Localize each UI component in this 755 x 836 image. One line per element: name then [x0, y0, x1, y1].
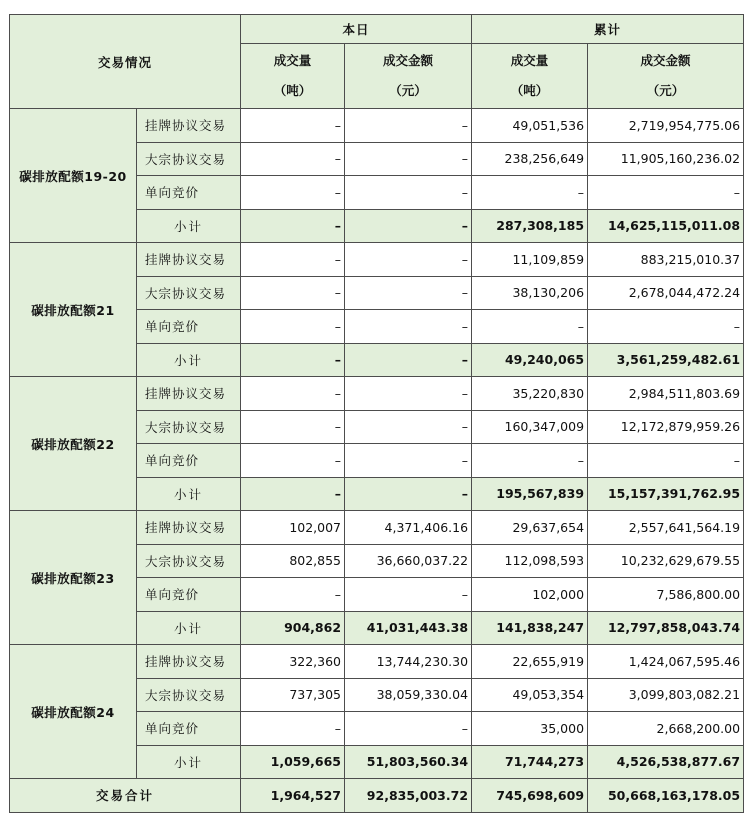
cell-ca: 15,157,391,762.95 — [588, 477, 744, 511]
cell-ta: – — [345, 243, 472, 277]
cell-ta: 38,059,330.04 — [345, 678, 472, 712]
group-name: 碳排放配额23 — [10, 511, 137, 645]
cell-ca: 883,215,010.37 — [588, 243, 744, 277]
cell-tv: – — [241, 477, 345, 511]
cell-ta: – — [345, 410, 472, 444]
cell-ca: 14,625,115,011.08 — [588, 209, 744, 243]
cell-tv: – — [241, 176, 345, 210]
trade-type-label: 大宗协议交易 — [137, 544, 241, 578]
cell-ca: 4,526,538,877.67 — [588, 745, 744, 779]
trade-type-label: 挂牌协议交易 — [137, 645, 241, 679]
cell-cv: – — [472, 176, 588, 210]
trade-type-label: 单向竞价 — [137, 176, 241, 210]
cell-ta: 51,803,560.34 — [345, 745, 472, 779]
cell-ca: 2,668,200.00 — [588, 712, 744, 746]
total-cell-tv: 1,964,527 — [241, 779, 345, 813]
total-cell-ta: 92,835,003.72 — [345, 779, 472, 813]
cell-ca: 10,232,629,679.55 — [588, 544, 744, 578]
cell-tv: – — [241, 276, 345, 310]
trade-type-label: 大宗协议交易 — [137, 142, 241, 176]
cell-tv: – — [241, 109, 345, 143]
cell-tv: – — [241, 377, 345, 411]
table-row — [10, 377, 744, 411]
trade-type-label: 大宗协议交易 — [137, 276, 241, 310]
cell-tv: 1,059,665 — [241, 745, 345, 779]
cell-ta: – — [345, 343, 472, 377]
header-cum-amount: 成交金额 （元） — [588, 44, 744, 109]
cell-ca: 2,719,954,775.06 — [588, 109, 744, 143]
header-today-volume: 成交量 （吨） — [241, 44, 345, 109]
cell-ca: – — [588, 176, 744, 210]
cell-ta: 13,744,230.30 — [345, 645, 472, 679]
cell-tv: – — [241, 410, 345, 444]
cell-ta: – — [345, 444, 472, 478]
total-row — [10, 779, 744, 813]
header-today-amount: 成交金额 （元） — [345, 44, 472, 109]
cell-cv: 160,347,009 — [472, 410, 588, 444]
cell-ca: 3,099,803,082.21 — [588, 678, 744, 712]
header-cumulative: 累计 — [472, 15, 744, 44]
group-name: 碳排放配额19-20 — [10, 109, 137, 243]
cell-cv: 29,637,654 — [472, 511, 588, 545]
carbon-trading-table — [9, 14, 744, 813]
cell-ca: 12,172,879,959.26 — [588, 410, 744, 444]
cell-ca: 12,797,858,043.74 — [588, 611, 744, 645]
cell-cv: 22,655,919 — [472, 645, 588, 679]
group-name: 碳排放配额22 — [10, 377, 137, 511]
subtotal-label: 小计 — [137, 611, 241, 645]
total-label: 交易合计 — [10, 779, 241, 813]
cell-ca: 2,678,044,472.24 — [588, 276, 744, 310]
cell-cv: – — [472, 310, 588, 344]
trade-type-label: 挂牌协议交易 — [137, 377, 241, 411]
cell-tv: – — [241, 343, 345, 377]
table-row — [10, 109, 744, 143]
trade-type-label: 挂牌协议交易 — [137, 511, 241, 545]
cell-cv: – — [472, 444, 588, 478]
cell-cv: 38,130,206 — [472, 276, 588, 310]
cell-tv: – — [241, 142, 345, 176]
cell-ta: – — [345, 578, 472, 612]
cell-ca: 11,905,160,236.02 — [588, 142, 744, 176]
cell-cv: 71,744,273 — [472, 745, 588, 779]
subtotal-label: 小计 — [137, 209, 241, 243]
cell-ta: 36,660,037.22 — [345, 544, 472, 578]
cell-tv: – — [241, 243, 345, 277]
cell-tv: 802,855 — [241, 544, 345, 578]
trade-type-label: 单向竞价 — [137, 444, 241, 478]
cell-cv: 49,051,536 — [472, 109, 588, 143]
trade-type-label: 单向竞价 — [137, 310, 241, 344]
header-trade-info: 交易情况 — [10, 15, 241, 109]
trade-type-label: 挂牌协议交易 — [137, 243, 241, 277]
group-name: 碳排放配额24 — [10, 645, 137, 779]
trade-type-label: 单向竞价 — [137, 578, 241, 612]
subtotal-label: 小计 — [137, 477, 241, 511]
cell-cv: 287,308,185 — [472, 209, 588, 243]
cell-ta: – — [345, 310, 472, 344]
cell-tv: 102,007 — [241, 511, 345, 545]
cell-tv: – — [241, 209, 345, 243]
cell-cv: 35,000 — [472, 712, 588, 746]
trade-type-label: 挂牌协议交易 — [137, 109, 241, 143]
cell-cv: 102,000 — [472, 578, 588, 612]
cell-tv: 904,862 — [241, 611, 345, 645]
cell-ca: 7,586,800.00 — [588, 578, 744, 612]
cell-ca: 1,424,067,595.46 — [588, 645, 744, 679]
cell-tv: – — [241, 578, 345, 612]
cell-cv: 195,567,839 — [472, 477, 588, 511]
cell-cv: 11,109,859 — [472, 243, 588, 277]
cell-ca: – — [588, 310, 744, 344]
cell-ta: 4,371,406.16 — [345, 511, 472, 545]
table-row — [10, 645, 744, 679]
cell-tv: – — [241, 310, 345, 344]
cell-cv: 112,098,593 — [472, 544, 588, 578]
cell-ta: – — [345, 109, 472, 143]
cell-ta: – — [345, 209, 472, 243]
cell-ta: – — [345, 712, 472, 746]
trade-type-label: 单向竞价 — [137, 712, 241, 746]
trade-type-label: 大宗协议交易 — [137, 678, 241, 712]
header-today: 本日 — [241, 15, 472, 44]
cell-tv: – — [241, 712, 345, 746]
trade-type-label: 大宗协议交易 — [137, 410, 241, 444]
total-cell-ca: 50,668,163,178.05 — [588, 779, 744, 813]
cell-cv: 35,220,830 — [472, 377, 588, 411]
group-name: 碳排放配额21 — [10, 243, 137, 377]
cell-tv: – — [241, 444, 345, 478]
header-cum-volume: 成交量 （吨） — [472, 44, 588, 109]
total-cell-cv: 745,698,609 — [472, 779, 588, 813]
cell-ta: 41,031,443.38 — [345, 611, 472, 645]
cell-ca: 3,561,259,482.61 — [588, 343, 744, 377]
table-row — [10, 243, 744, 277]
table-row — [10, 511, 744, 545]
subtotal-label: 小计 — [137, 343, 241, 377]
cell-ta: – — [345, 477, 472, 511]
cell-ca: – — [588, 444, 744, 478]
cell-ta: – — [345, 276, 472, 310]
cell-ta: – — [345, 377, 472, 411]
cell-cv: 49,240,065 — [472, 343, 588, 377]
cell-cv: 238,256,649 — [472, 142, 588, 176]
cell-tv: 737,305 — [241, 678, 345, 712]
cell-ca: 2,984,511,803.69 — [588, 377, 744, 411]
cell-cv: 141,838,247 — [472, 611, 588, 645]
subtotal-label: 小计 — [137, 745, 241, 779]
cell-ta: – — [345, 142, 472, 176]
cell-tv: 322,360 — [241, 645, 345, 679]
cell-ta: – — [345, 176, 472, 210]
cell-ca: 2,557,641,564.19 — [588, 511, 744, 545]
cell-cv: 49,053,354 — [472, 678, 588, 712]
